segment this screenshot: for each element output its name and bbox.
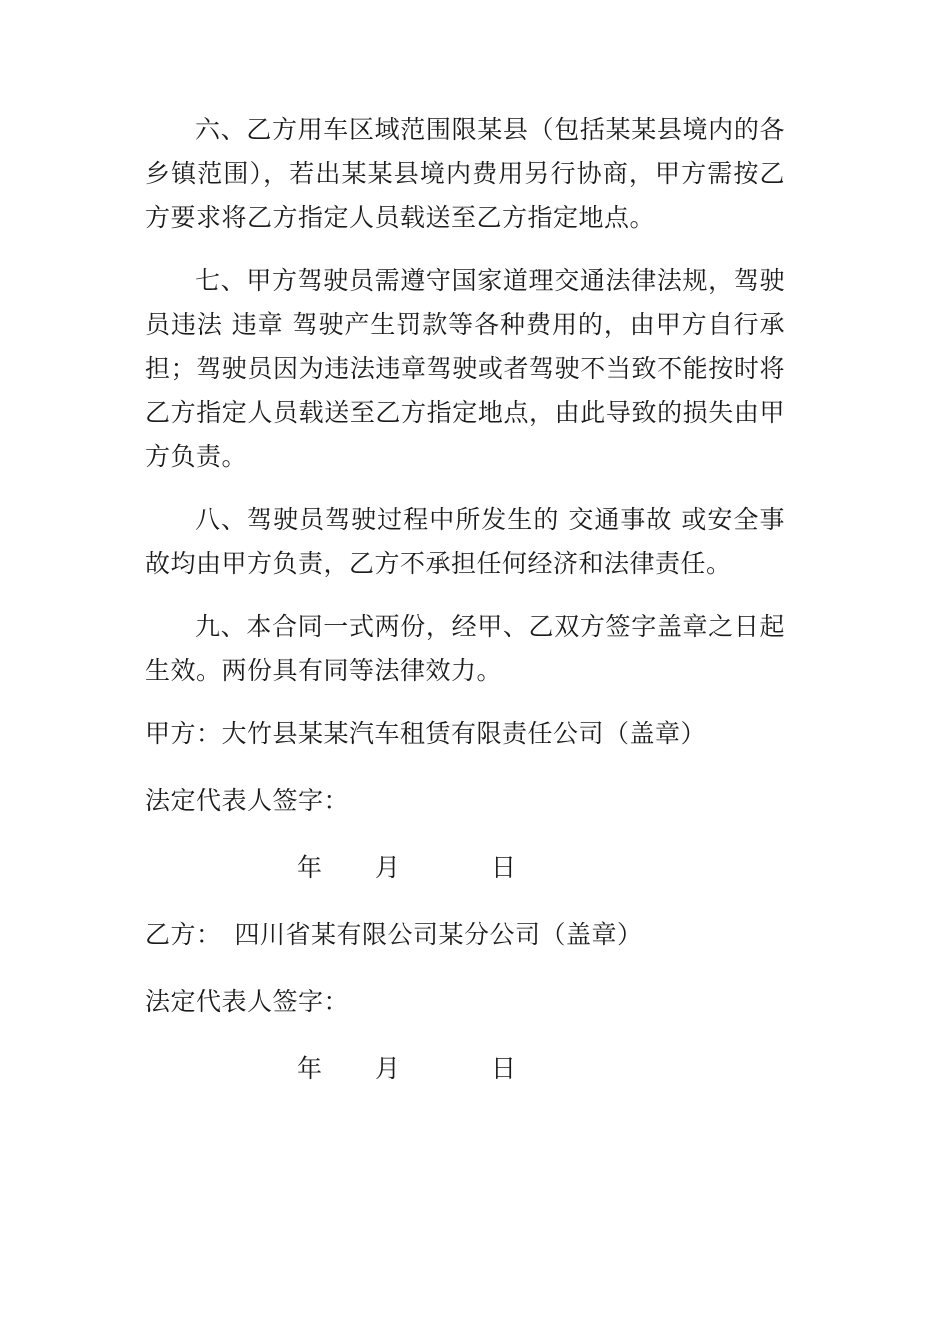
party-a-date-line — [145, 846, 785, 890]
party-a-signature-label: 法定代表人签字： — [145, 786, 350, 815]
party-b-date-year: 年 — [297, 1054, 323, 1083]
party-b-line: 乙方： 四川省某有限公司某分公司（盖章） — [145, 920, 643, 949]
clause-6: 六、乙方用车区域范围限某县（包括某某县境内的各乡镇范围），若出某某县境内费用另行协商，甲方需按乙方要求将乙方指定人员载送至乙方指定地点。 — [145, 115, 785, 232]
clause-9: 九、本合同一式两份，经甲、乙双方签字盖章之日起生效。两份具有同等法律效力。 — [145, 612, 785, 685]
clause-7: 七、甲方驾驶员需遵守国家道理交通法律法规，驾驶员违法 违章 驾驶产生罚款等各种费用的，由甲方自行承担；驾驶员因为违法违章驾驶或者驾驶不当致不能按时将乙方指定人员载送至乙方指定地点，由此导致的损失由甲方负责。 — [145, 266, 785, 471]
party-b-date-day: 日 — [491, 1054, 517, 1083]
party-a-date-year: 年 — [297, 853, 323, 882]
party-a-block — [145, 712, 785, 890]
party-b-signature-label: 法定代表人签字： — [145, 987, 350, 1016]
contract-page — [145, 108, 785, 1091]
party-b-block — [145, 913, 785, 1091]
party-b-date-line — [145, 1047, 785, 1091]
party-a-line: 甲方：大竹县某某汽车租赁有限责任公司（盖章） — [145, 719, 707, 748]
party-b-date-month: 月 — [375, 1054, 401, 1083]
party-a-date-month: 月 — [375, 853, 401, 882]
party-a-date-day: 日 — [491, 853, 517, 882]
clause-8: 八、驾驶员驾驶过程中所发生的 交通事故 或安全事故均由甲方负责，乙方不承担任何经济和法律责任。 — [145, 505, 785, 578]
